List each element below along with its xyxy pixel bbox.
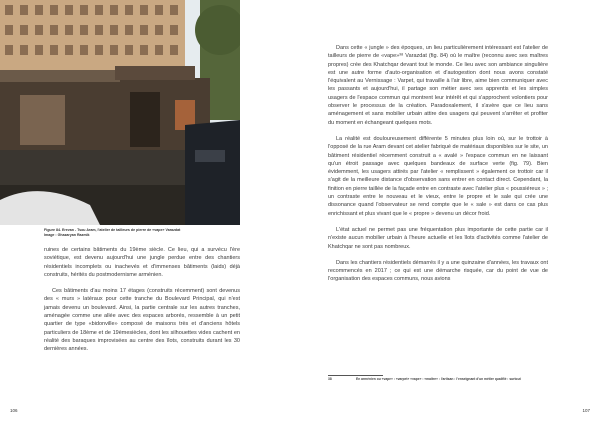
right-page <box>300 0 600 425</box>
footnote-number: 38 <box>328 377 332 381</box>
caption-title: Figure 84. Erevan - Tsou Aram, l'atelier de tailleurs de pierre de «vape» Varazdat <box>44 228 181 232</box>
right-body-text <box>328 44 548 292</box>
footnote-text: En arménien ou «vape» : «varpet» «vape» : «maître» : l'artisan : l'enseignant d'un métier qualifié : surtout <box>356 377 521 381</box>
street-photo <box>0 0 240 225</box>
left-paragraph-1: ruines de certains bâtiments du 19ème siècle. Ce lieu, qui a survécu l'ère soviétique, est devenu aujourd'hui une jungle perdue entre des chantiers résidentiels incomplets ou inachevés et d'immenses bâtiments (laids) déjà construits, hérités du postmodernisme arménien. <box>44 247 240 278</box>
left-body-text <box>44 246 240 362</box>
left-paragraph-2: Ces bâtiments d'au moins 17 étages (construits récemment) sont devenus des « murs » latéraux pour cette tranche du Boulevard Principal, qui n'est jamais devenu un boulevard. Ainsi, la partie centrale sur les autres tranches, aménagée comme une allée avec des espaces arborés, ressemble à un petit quartier de type «bidonville» composé de maisons très et d'anciens hôtels particuliers de 18ème et de 19èmesiècles, dont les silhouettes vides cachent en réalité des baraques improvisées au centre des îlots, construits durant les 30 dernières années. <box>44 288 240 353</box>
footnote-divider <box>328 375 383 376</box>
photo-illustration <box>0 0 240 225</box>
page-number-right: 107 <box>582 408 590 413</box>
footnote <box>328 377 560 382</box>
right-paragraph-2: La réalité est douloureusement différente 5 minutes plus loin où, sur le trottoir à l'opposé de la rue Aram devant cet atelier fabriqué de matériaux disponibles sur le site, un bâtiment résidentiel récemment construit a « avalé » l'espace commun en ne laissant qu'un étroit passage avec quelques bandeaux de surface verte (fig. 79). Bien évidemment, les usagers attirés par l'atelier « remplissent » également ce trottoir car il s'agit de la meilleure distance d'observation sans entrer en contact direct. Cependant, la finition en pierre taillée de la façade entre en contraste avec l'atelier plus « poussiéreux » ; un contraste entre le nouveau et le vieux, entre le propre et le sale qui crée une dissonance quand l'observateur se rend compte que le « sale » est dans ce cas plus enrichissant et plus vivant que le « propre » devenu un décor froid. <box>328 135 548 217</box>
figure-caption <box>44 228 234 237</box>
right-paragraph-3: L'état actuel ne permet pas une fréquentation plus importante de cette partie car il n'existe aucun mobilier urbain à l'heure actuelle et les îlots d'activités comme l'atelier de Khatchqar ne sont pas nombreux. <box>328 226 548 250</box>
page-number-left: 106 <box>10 408 18 413</box>
caption-credit: Image : Ghazaryan Razmik <box>44 232 90 237</box>
right-paragraph-4: Dans les chantiers résidentiels démarrés il y a une quinzaine d'années, les travaux ont recommencés en 2017 ; ce qui est une démarche risquée, car du point de vue de l'organisation des espaces communs, nous avions <box>328 259 548 283</box>
right-paragraph-1: Dans cette « jungle » des époques, un lieu particulièrement intéressant est l'atelier de tailleurs de pierre de «vape»³⁸ Varazdat (fig. 84) où le maître (reconnu avec ses maîtres propres) crée des Khatchqar devant tout le monde. Ce lieu avec son ambiance singulière est une autre forme d'auto-organisation et d'autogestion dont nous avons constaté l'équivalent au Vernissage : Varpet, qui travaille à l'air libre, aime bien communiquer avec les passants et aujourd'hui, il partage son métier avec ses apprentis et les simples usagers de l'espace commun qui montrent leur intérêt et qui s'approchent volontiers pour observer le processus de la création. Paradoxalement, il s'avère que ce lieu sans aménagement et sans mobilier urbain attire des usagers qui peuvent s'arrêter et profiter du moment en échangeant quelques mots. <box>328 45 548 126</box>
